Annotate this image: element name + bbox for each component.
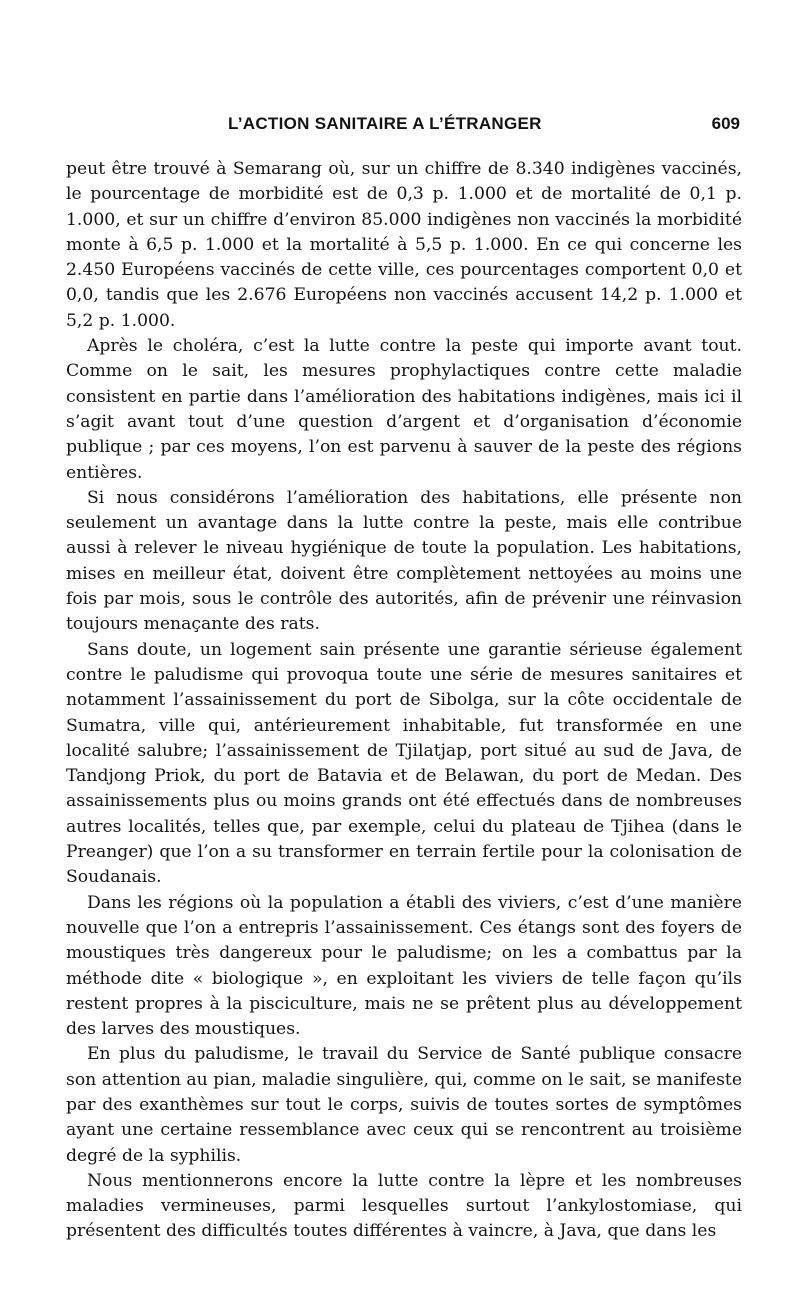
paragraph-continuation: peut être trouvé à Semarang où, sur un chiffre de 8.340 indigènes vaccinés, le pourcentage de morbidité est de 0,3 p. 1.000 et de mortalité de 0,1 p. 1.000, et sur un chiffre d’environ 85.000 indigènes non vaccinés la morbidité monte à 6,5 p. 1.000 et la mortalité à 5,5 p. 1.000. En ce qui concerne les 2.450 Européens vaccinés de cette ville, ces pourcentages comportent 0,0 et 0,0, tandis que les 2.676 Européens non vaccinés accusent 14,2 p. 1.000 et 5,2 p. 1.000.: [66, 159, 742, 331]
page-header: [228, 114, 740, 140]
page-number: 609: [711, 114, 740, 133]
paragraph-viviers: Dans les régions où la population a établi des viviers, c’est d’une manière nouvelle que l’on a entrepris l’assainissement. Ces étangs sont des foyers de moustiques très dangereux pour le paludisme; on les a combattus par la méthode dite « biologique », en exploitant les viviers de telle façon qu’ils restent propres à la pisciculture, mais ne se prêtent plus au développement des larves des moustiques.: [66, 892, 742, 1040]
paragraph-lepre: Nous mentionnerons encore la lutte contre la lèpre et les nombreuses maladies vermineuses, parmi lesquelles surtout l’ankylostomiase, qui présentent des difficultés toutes différentes à vaincre, à Java, que dans les: [66, 1170, 742, 1242]
paragraph-pian: En plus du paludisme, le travail du Service de Santé publique consacre son attention au pian, maladie singulière, qui, comme on le sait, se manifeste par des exanthèmes sur tout le corps, suivis de toutes sortes de symptômes ayant une certaine ressemblance avec ceux qui se rencontrent au troisième degré de la syphilis.: [66, 1044, 742, 1166]
running-title: L’ACTION SANITAIRE A L’ÉTRANGER: [228, 114, 542, 133]
paragraph-habitations: Si nous considérons l’amélioration des habitations, elle présente non seulement un avantage dans la lutte contre la peste, mais elle contribue aussi à relever le niveau hygiénique de toute la population. Les habitations, mises en meilleur état, doivent être complètement nettoyées au moins une fois par mois, sous le contrôle des autorités, afin de prévenir une réinvasion toujours menaçante des rats.: [66, 487, 742, 635]
paragraph-paludisme: Sans doute, un logement sain présente une garantie sérieuse également contre le paludisme qui provoqua toute une série de mesures sanitaires et notamment l’assainissement du port de Sibolga, sur la côte occidentale de Sumatra, ville qui, antérieurement inhabitable, fut transformée en une localité salubre; l’assainissement de Tjilatjap, port situé au sud de Java, de Tandjong Priok, du port de Batavia et de Belawan, du port de Medan. Des assainissements plus ou moins grands ont été effectués dans de nombreuses autres localités, telles que, par exemple, celui du plateau de Tjihea (dans le Preanger) que l’on a su transformer en terrain fertile pour la colonisation de Soudanais.: [66, 639, 742, 888]
paragraph-cholera-peste: Après le choléra, c’est la lutte contre la peste qui importe avant tout. Comme on le sait, les mesures prophylactiques contre cette maladie consistent en partie dans l’amélioration des habitations indigènes, mais ici il s’agit avant tout d’une question d’argent et d’organisation d’économie publique ; par ces moyens, l’on est parvenu à sauver de la peste des régions entières.: [66, 336, 742, 483]
body-text: [66, 157, 742, 1245]
